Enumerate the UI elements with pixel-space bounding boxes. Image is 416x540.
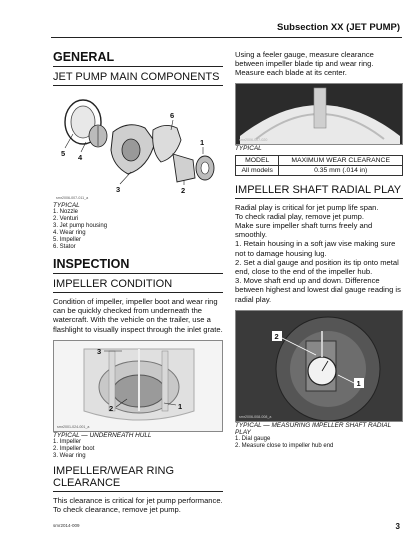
impeller-condition-text: Condition of impeller, impeller boot and wear ring can be quickly checked from underneath the watercraft. With the vehicle on the trailer, use a flashlight to visually inspect through the inlet grate. [53, 297, 223, 334]
callout-4: 4 [78, 153, 83, 162]
table-row [236, 165, 403, 175]
radial-play-steps [235, 239, 403, 303]
clearance-text-1: This clearance is critical for jet pump performance. [53, 495, 223, 505]
callout-2: 2 [181, 186, 186, 195]
left-column [53, 50, 223, 514]
table-cell: All models [236, 165, 279, 175]
components-rule [53, 85, 223, 86]
step-item: 2. Set a dial gauge and position its tip onto metal end, close to the end of the impeller hub. [235, 257, 399, 277]
header-rule [51, 37, 402, 38]
figure-caption: TYPICAL — MEASURING IMPELLER SHAFT RADIAL PLAY [235, 421, 392, 436]
right-column [235, 50, 403, 450]
table-header-model: MODEL [236, 155, 279, 165]
legend-item: 1. Impeller [53, 438, 82, 445]
radial-play-figure [235, 310, 403, 422]
callout-3: 3 [97, 346, 102, 356]
radial-play-p1: Radial play is critical for jet pump life span. [235, 202, 379, 212]
components-legend [53, 209, 223, 251]
legend-item: 6. Stator [53, 244, 76, 250]
callout-2: 2 [274, 331, 279, 341]
legend-item: 3. Wear ring [53, 452, 86, 459]
callout-3: 3 [116, 185, 121, 194]
legend-item: 5. Impeller [53, 237, 82, 243]
feeler-gauge-text: Using a feeler gauge, measure clearance between impeller blade tip and wear ring. Measure each blade at its center. [235, 50, 374, 78]
subsection-header: Subsection XX (JET PUMP) [277, 22, 400, 33]
general-heading: GENERAL [53, 50, 115, 64]
radial-play-legend [235, 436, 403, 450]
dial-gauge-photo [236, 311, 403, 422]
inspection-heading: INSPECTION [53, 257, 130, 271]
callout-5: 5 [61, 149, 66, 158]
footer-code: smr2014-009 [53, 523, 80, 528]
feeler-gauge-photo [236, 84, 403, 145]
clearance-heading-line1: IMPELLER/WEAR RING [53, 464, 175, 477]
figure-code: smr2006-008-008_a [239, 414, 272, 419]
callout-6: 6 [170, 111, 175, 120]
jet-pump-components-figure [53, 92, 223, 202]
legend-item: 1. Nozzle [53, 209, 79, 215]
legend-item: 2. Impeller boot [53, 445, 95, 452]
table-header-row [236, 155, 403, 165]
step-item: 3. Move shaft end up and down. Difference between highest and lowest dial gauge reading is radial play. [235, 276, 401, 304]
step-item: 1. Retain housing in a soft jaw vise making sure not to damage housing lug. [235, 239, 396, 258]
clearance-heading-line2: CLEARANCE [53, 476, 121, 489]
figure-code: smr2001-024-001_a [57, 424, 90, 429]
table-header-max-clearance: MAXIMUM WEAR CLEARANCE [279, 155, 403, 165]
legend-item: 1. Dial gauge [235, 435, 271, 442]
figure-caption: TYPICAL [53, 202, 80, 209]
radial-play-p3: Make sure impeller shaft turns freely and smoothly. [235, 221, 373, 240]
impeller-condition-rule [53, 292, 223, 293]
legend-item: 2. Venturi [53, 216, 79, 222]
clearance-rule [53, 491, 223, 492]
table-cell: 0.35 mm (.014 in) [279, 165, 403, 175]
jet-pump-exploded-illustration [53, 92, 223, 202]
radial-play-rule [235, 198, 403, 199]
clearance-text-2: To check clearance, remove jet pump. [53, 505, 181, 515]
page-number: 3 [395, 522, 400, 531]
callout-1: 1 [178, 401, 183, 411]
legend-item: 4. Wear ring [53, 230, 86, 236]
callout-2: 2 [109, 403, 114, 413]
underneath-hull-photo [54, 341, 223, 432]
radial-play-p2: To check radial play, remove jet pump. [235, 211, 365, 221]
callout-1: 1 [356, 378, 361, 388]
inspection-rule [53, 273, 223, 274]
underneath-hull-figure [53, 340, 223, 432]
legend-item: 2. Measure close to impeller hub end [235, 442, 334, 449]
hull-legend [53, 439, 223, 460]
wear-clearance-table [235, 155, 403, 176]
figure-caption: TYPICAL [235, 144, 262, 152]
figure-code: smr2006-007-020 [239, 137, 268, 142]
general-rule [53, 66, 223, 67]
impeller-condition-heading: IMPELLER CONDITION [53, 278, 173, 290]
radial-play-heading: IMPELLER SHAFT RADIAL PLAY [235, 183, 402, 196]
legend-item: 3. Jet pump housing [53, 223, 108, 229]
feeler-gauge-figure [235, 83, 403, 145]
figure-caption: TYPICAL — UNDERNEATH HULL [53, 431, 152, 439]
components-heading: JET PUMP MAIN COMPONENTS [53, 71, 220, 83]
callout-1: 1 [200, 138, 205, 147]
figure-code: smr2006-007-011_a [56, 196, 89, 200]
